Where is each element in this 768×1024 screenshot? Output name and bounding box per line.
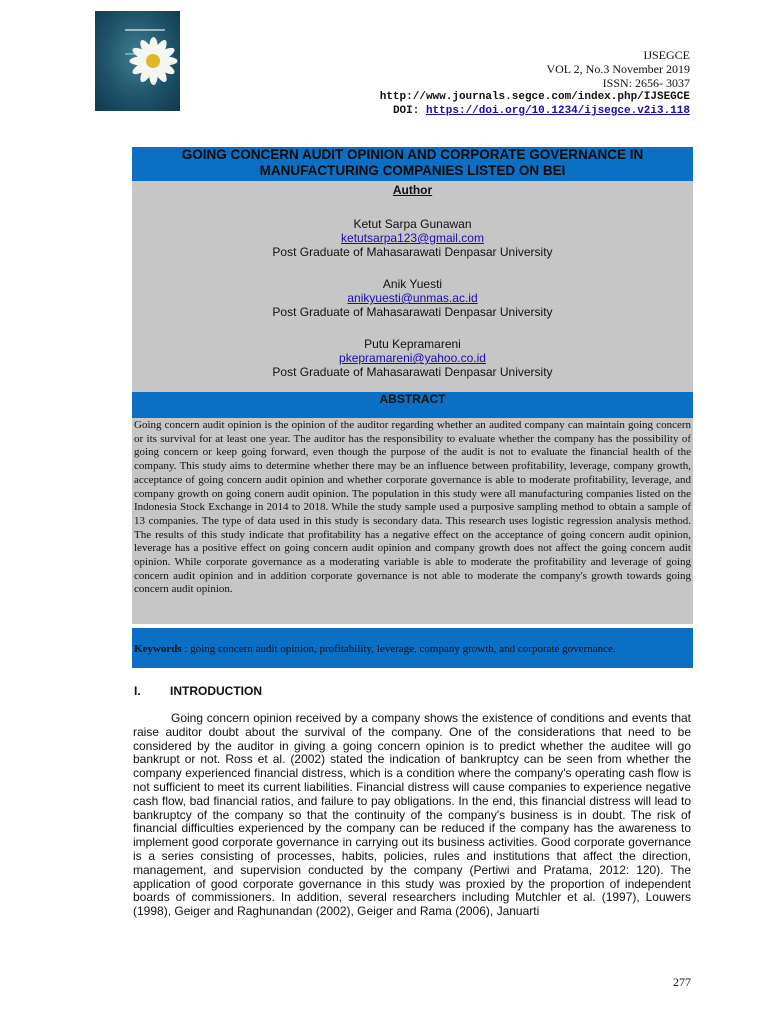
keywords-bar bbox=[132, 628, 693, 668]
author-name: Anik Yuesti bbox=[382, 277, 443, 291]
author-entry bbox=[132, 337, 693, 379]
section-title: INTRODUCTION bbox=[170, 684, 262, 698]
doi-link[interactable]: https://doi.org/10.1234/ijsegce.v2i3.118 bbox=[425, 105, 690, 117]
keywords-text: : going concern audit opinion, profitability, leverage, company growth, and corporate governance. bbox=[181, 643, 616, 655]
journal-cover-image bbox=[95, 11, 180, 111]
author-affiliation: Post Graduate of Mahasarawati Denpasar University bbox=[272, 365, 553, 379]
doi-label: DOI: bbox=[392, 105, 420, 117]
author-affiliation: Post Graduate of Mahasarawati Denpasar University bbox=[272, 305, 553, 319]
author-email[interactable]: anikyuesti@unmas.ac.id bbox=[347, 291, 478, 305]
section-number: I. bbox=[134, 684, 141, 698]
intro-paragraph: Going concern opinion received by a company shows the existence of conditions and events that raise auditor doubt about the survival of the company. One of the considerations that need to be considered by the auditor in giving a going concern opinion is to predict whether the auditee will go bankrupt or not. Ross et al. (2002) stated the indication of bankruptcy can be seen from whether the company experienced financial distress, which is a condition where the company's operating cash flow is not sufficient to meet its current liabilities. Financial distress will cause companies to experience negative cash flow, bad financial ratios, and failure to pay obligations. In the end, this financial distress will lead to bankruptcy of the company so that the continuity of the company's business is in doubt. The risk of financial difficulties experienced by the company can be reduced if the company has the awareness to implement good corporate governance in carrying out its business activities. Good corporate governance is a series consisting of processes, habits, policies, rules and institutions that affect the direction, management, and supervision conducted by the company (Pertiwi and Pratama, 2012: 120). The application of good corporate governance in this study was proxied by the proportion of independent boards of commissioners. In addition, several researchers including Mutchler et al. (1997), Louwers (1998), Geiger and Raghunandan (2002), Geiger and Rama (2006), Januarti bbox=[133, 711, 691, 919]
page-number: 277 bbox=[673, 975, 691, 989]
paper-title: GOING CONCERN AUDIT OPINION AND CORPORATE GOVERNANCE IN MANUFACTURING COMPANIES LISTED ON BEI bbox=[132, 147, 693, 181]
flower-center bbox=[146, 54, 160, 68]
author-email[interactable]: ketutsarpa123@gmail.com bbox=[341, 231, 484, 245]
abstract-heading: ABSTRACT bbox=[132, 392, 693, 419]
author-email[interactable]: pkepramareni@yahoo.co.id bbox=[339, 351, 486, 365]
section-heading bbox=[134, 684, 262, 698]
journal-url[interactable]: http://www.journals.segce.com/index.php/IJSEGCE bbox=[379, 91, 690, 103]
journal-name: IJSEGCE bbox=[643, 48, 690, 62]
author-entry bbox=[132, 277, 693, 319]
abstract-text: Going concern audit opinion is the opinion of the auditor regarding whether an audited company can maintain going concern or its survival for at least one year. The auditor has the responsibility to evaluate whether the company has the possibility of going concern or keep going forward, even though the purpose of the audit is not to evaluate the financial health of the company. This study aims to determine whether there may be an influence between profitability, leverage, company growth, acceptance of going concern audit opinion and whether corporate governance is able to moderate profitability, leverage, and company growth on going conern audit opinion. The population in this study were all manufacturing companies listed on the Indonesia Stock Exchange in 2014 to 2018. While the study sample used a purposive sampling method to obtain a sample of 13 companies. The type of data used in this study is secondary data. This research uses logistic regression analysis method. The results of this study indicate that profitability has a negative effect on the acceptance of going concern audit opinion, leverage has a positive effect on going concern audit opinion and company growth does not affect the going concern audit opinion. While corporate governance as a moderating variable is able to moderate the profitability and leverage of going concern audit opinion and in addition corporate governance is not able to moderate the company's growth towards going concern audit opinion. bbox=[132, 418, 693, 624]
journal-header bbox=[380, 48, 690, 118]
author-affiliation: Post Graduate of Mahasarawati Denpasar University bbox=[272, 245, 553, 259]
keywords-label: Keywords bbox=[134, 643, 182, 655]
author-heading: Author bbox=[392, 183, 433, 197]
journal-volume: VOL 2, No.3 November 2019 bbox=[546, 62, 690, 76]
author-name: Ketut Sarpa Gunawan bbox=[353, 217, 472, 231]
authors-panel bbox=[132, 181, 693, 392]
author-entry bbox=[132, 217, 693, 259]
author-name: Putu Kepramareni bbox=[364, 337, 461, 351]
journal-issn: ISSN: 2656- 3037 bbox=[602, 76, 690, 90]
